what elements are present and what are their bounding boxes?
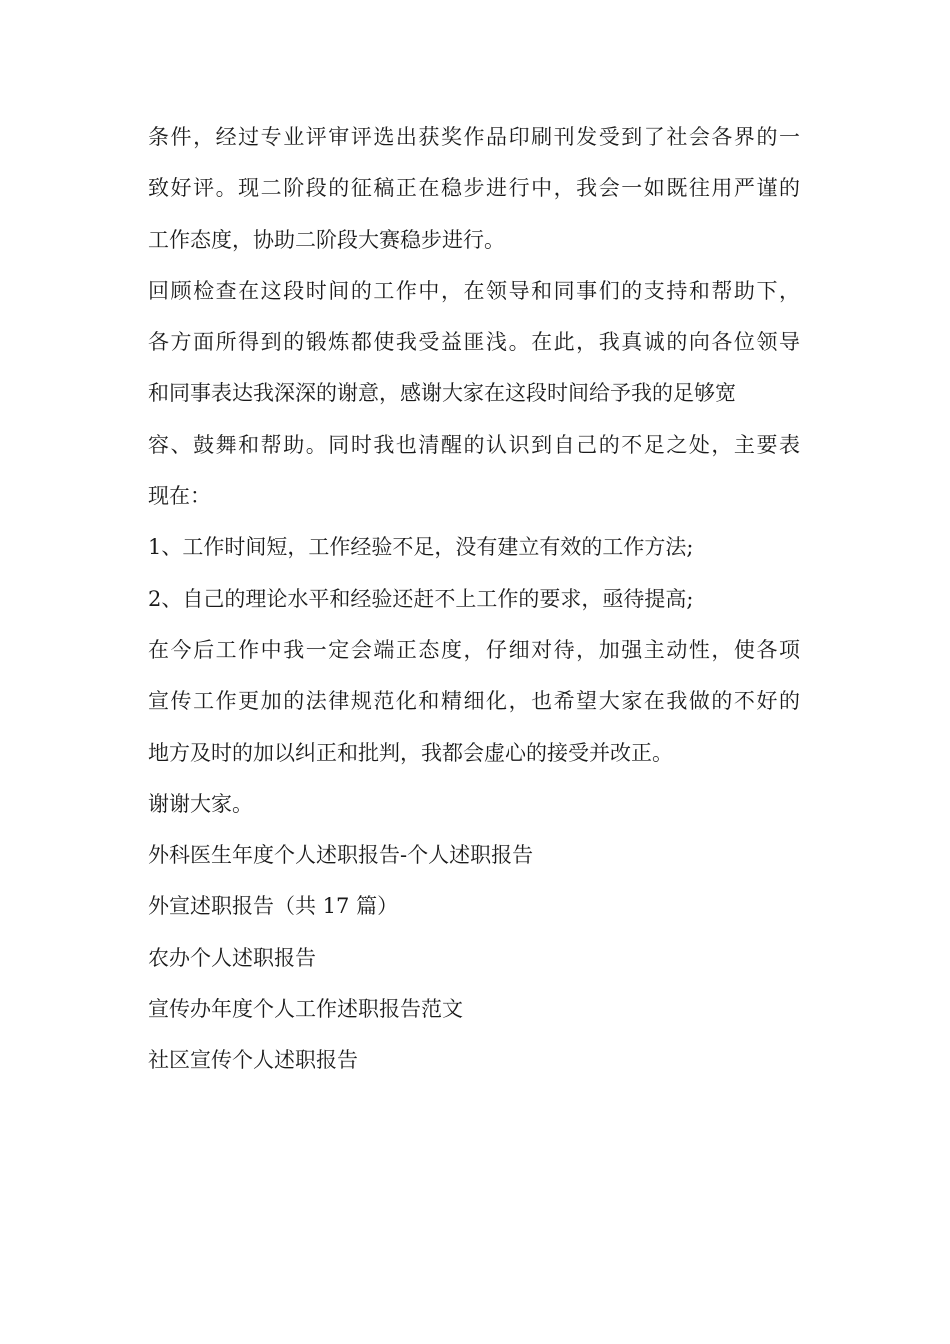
closing-line: 谢谢大家。 bbox=[148, 791, 253, 816]
paragraph-line: 容、鼓舞和帮助。同时我也清醒的认识到自己的不足之处，主要表 bbox=[148, 432, 800, 457]
related-title-link[interactable]: 外宣述职报告（共 17 篇） bbox=[148, 894, 399, 919]
related-title-link[interactable]: 农办个人述职报告 bbox=[148, 945, 316, 970]
paragraph-line: 条件，经过专业评审评选出获奖作品印刷刊发受到了社会各界的一 bbox=[148, 125, 800, 149]
list-item-1: 1、工作时间短，工作经验不足，没有建立有效的工作方法; bbox=[148, 535, 694, 560]
document-body bbox=[148, 112, 800, 1087]
related-title-link[interactable]: 宣传办年度个人工作述职报告范文 bbox=[148, 997, 463, 1022]
paragraph-line: 现在： bbox=[148, 484, 211, 509]
list-item-2: 2、自己的理论水平和经验还赶不上工作的要求，亟待提高; bbox=[148, 586, 694, 611]
paragraph-line: 和同事表达我深深的谢意，感谢大家在这段时间给予我的足够宽 bbox=[148, 381, 736, 406]
related-title-link[interactable]: 外科医生年度个人述职报告-个人述职报告 bbox=[148, 843, 534, 868]
paragraph-line: 宣传工作更加的法律规范化和精细化，也希望大家在我做的不好的 bbox=[148, 689, 800, 714]
paragraph-line: 致好评。现二阶段的征稿正在稳步进行中，我会一如既往用严谨的 bbox=[148, 176, 800, 201]
paragraph-line: 地方及时的加以纠正和批判，我都会虚心的接受并改正。 bbox=[148, 740, 673, 765]
related-title-link[interactable]: 社区宣传个人述职报告 bbox=[148, 1048, 358, 1073]
paragraph-line: 回顾检查在这段时间的工作中，在领导和同事们的支持和帮助下， bbox=[148, 278, 800, 303]
paragraph-line: 各方面所得到的锻炼都使我受益匪浅。在此，我真诚的向各位领导 bbox=[148, 330, 800, 355]
paragraph-line: 在今后工作中我一定会端正态度，仔细对待，加强主动性，使各项 bbox=[148, 637, 800, 662]
paragraph-line: 工作态度，协助二阶段大赛稳步进行。 bbox=[148, 227, 505, 252]
